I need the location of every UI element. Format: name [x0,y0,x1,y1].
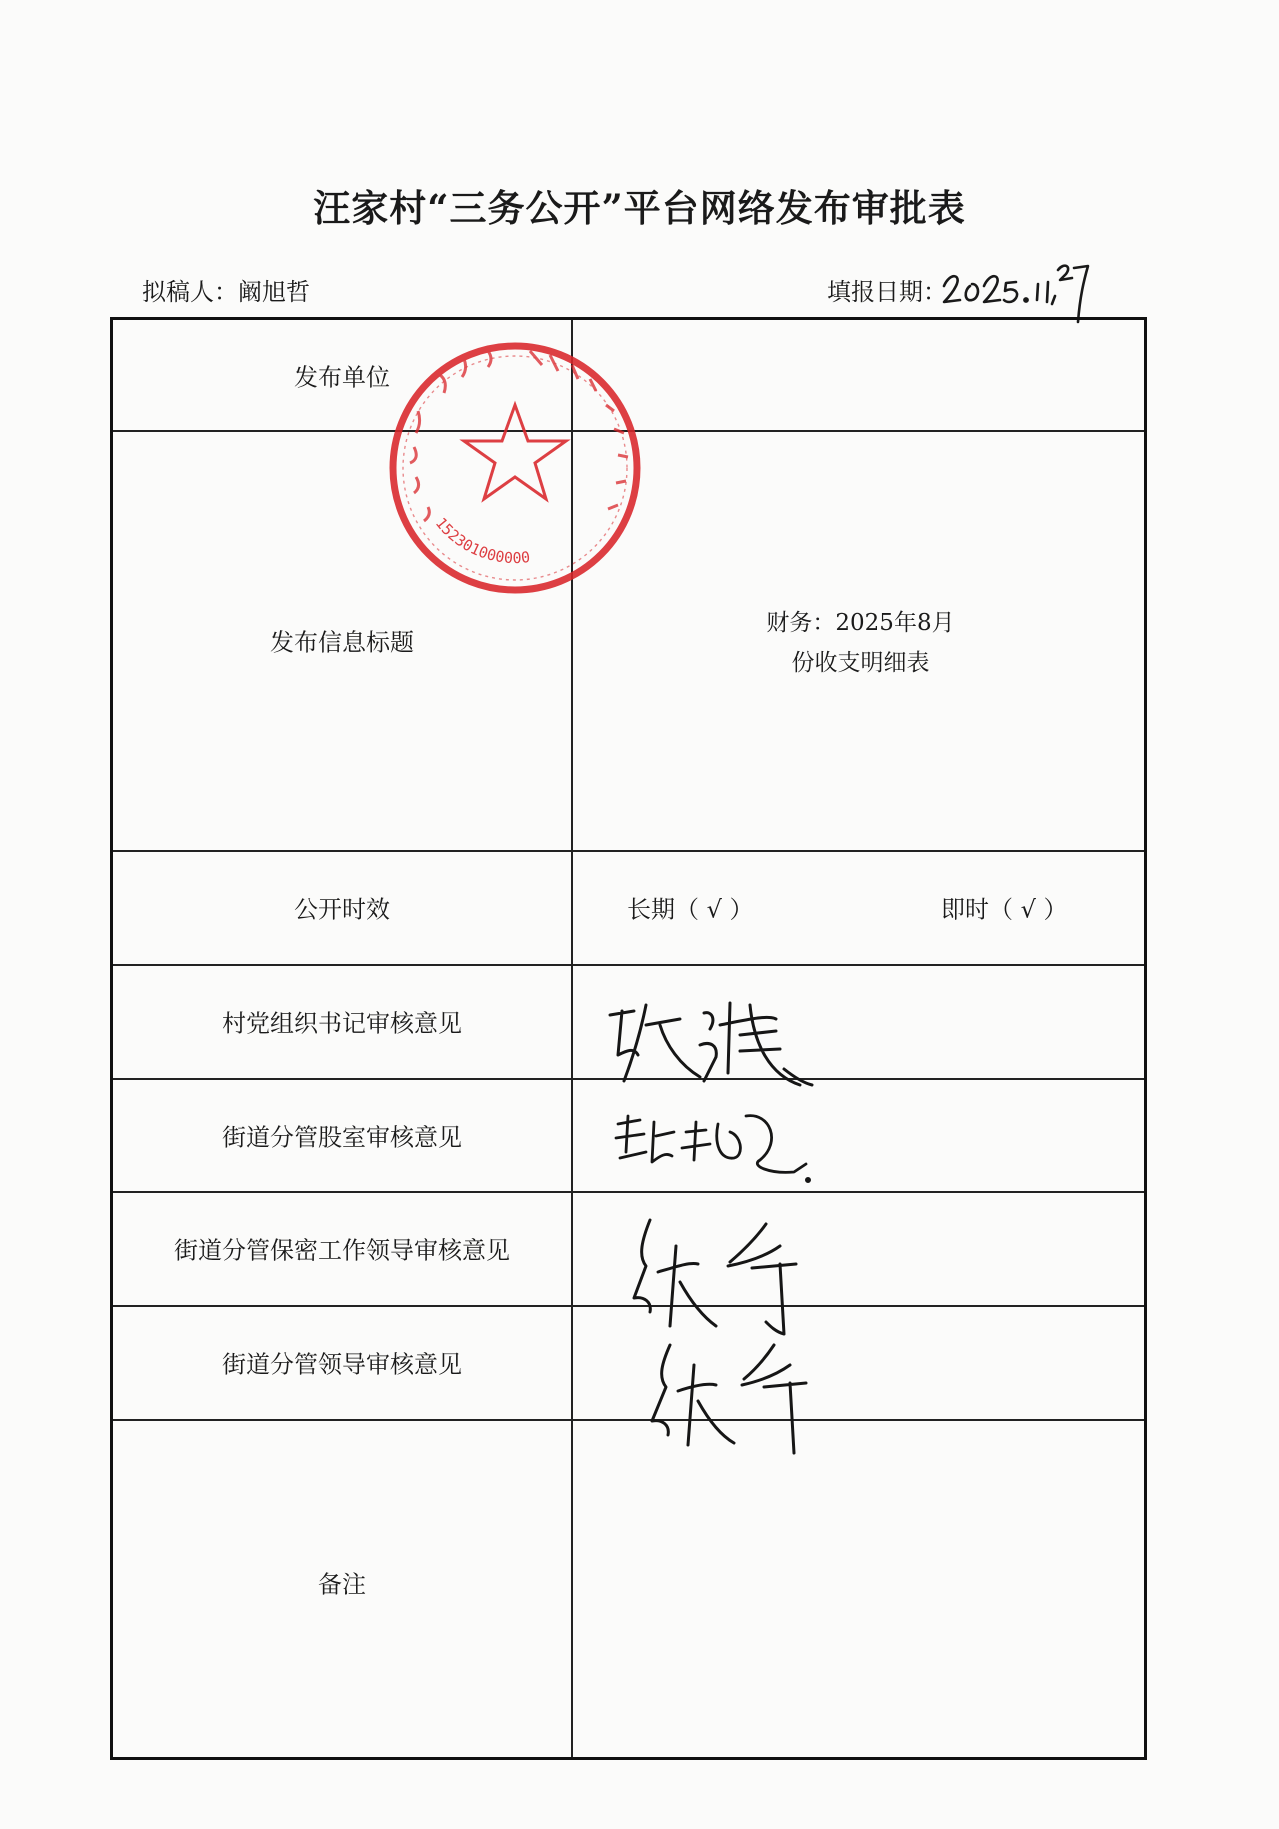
street-leader-review-label: 街道分管领导审核意见 [222,1350,462,1379]
signature-street-office [610,1102,820,1192]
info-title-line-2: 份收支明细表 [791,650,930,676]
signature-confidential-leader [620,1206,820,1346]
signature-party-secretary [600,985,820,1095]
info-title-value [573,603,1148,683]
remarks-label: 备注 [318,1570,366,1599]
validity-long-option: 长期（ √ ） [627,895,754,924]
handwritten-date [940,256,1100,326]
official-seal [380,333,650,603]
date-label: 填报日期： [827,278,947,306]
confidential-leader-review-label: 街道分管保密工作领导审核意见 [174,1236,510,1265]
info-title-line-1: 财务：2025年8月 [766,610,955,636]
signature-street-leader [640,1335,820,1455]
drafter-label: 拟稿人： [142,278,238,306]
star-icon [464,405,566,499]
seal-code: 152301000000 [431,514,532,568]
row-divider [113,964,1144,966]
publisher-label: 发布单位 [294,363,390,392]
row-divider [113,1419,1144,1421]
drafter-name: 阚旭哲 [238,278,310,306]
validity-label: 公开时效 [294,895,390,924]
info-title-label: 发布信息标题 [270,628,414,657]
svg-text:152301000000 [432,514,531,567]
form-title: 汪家村“三务公开”平台网络发布审批表 [313,186,966,230]
street-office-review-label: 街道分管股室审核意见 [222,1123,462,1152]
row-divider [113,850,1144,852]
date-field [827,272,947,307]
drafter-field [142,272,310,307]
validity-immediate-option: 即时（ √ ） [941,895,1068,924]
party-secretary-review-label: 村党组织书记审核意见 [222,1009,462,1038]
